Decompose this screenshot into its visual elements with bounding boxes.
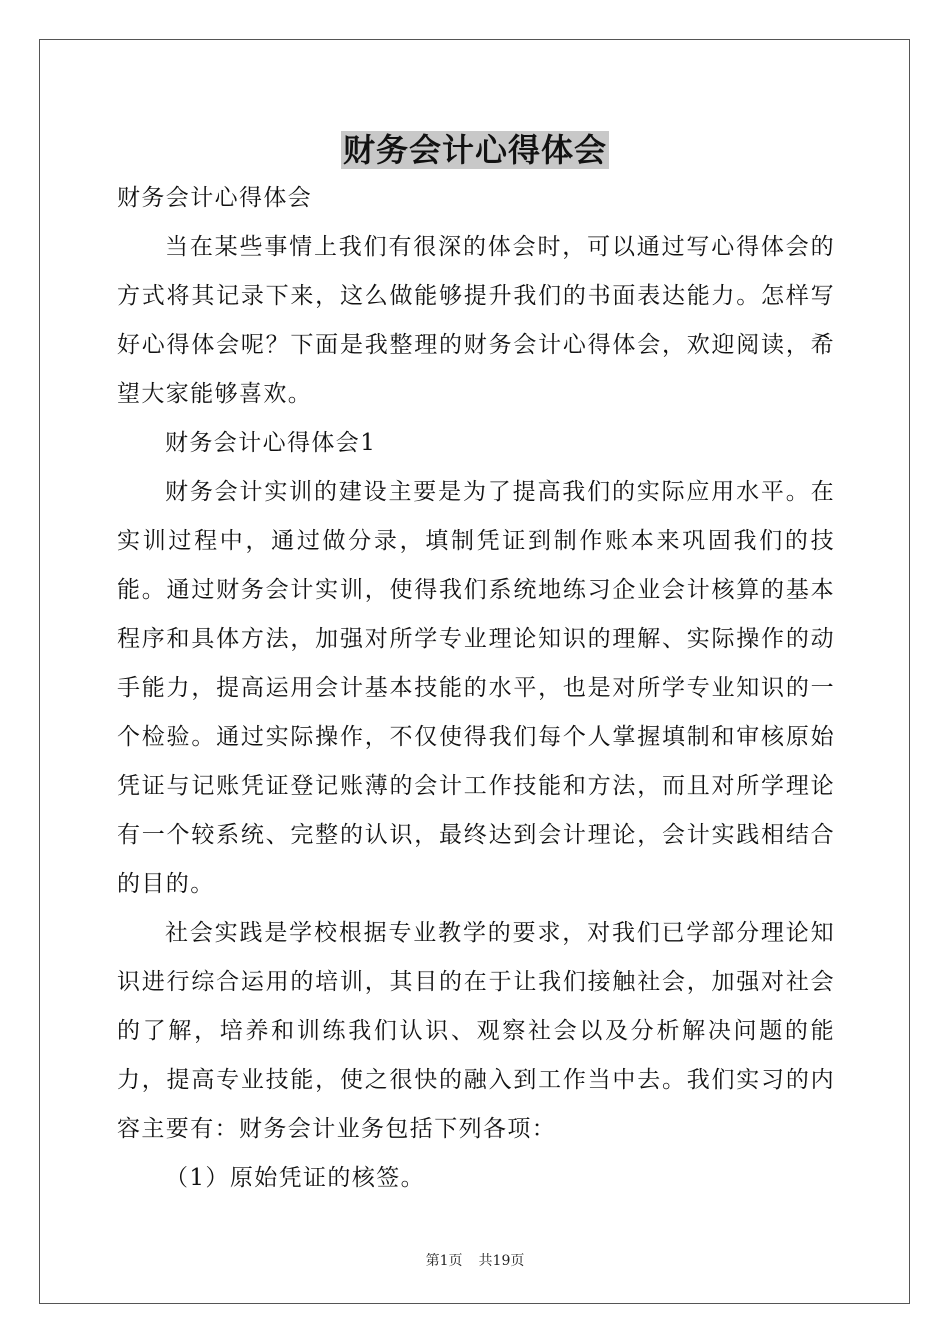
page-footer — [0, 1250, 950, 1270]
page-total: 共19页 — [478, 1253, 525, 1269]
document-title-text: 财务会计心得体会 — [342, 131, 607, 169]
document-title — [0, 126, 950, 174]
body-paragraph: 社会实践是学校根据专业教学的要求，对我们已学部分理论知识进行综合运用的培训，其目的在于让我们接触社会，加强对社会的了解，培养和训练我们认识、观察社会以及分析解决问题的能力，提高专业技能，使之很快的融入到工作当中去。我们实习的内容主要有：财务会计业务包括下列各项： — [117, 920, 835, 1142]
document-subtitle: 财务会计心得体会 — [117, 185, 313, 211]
section-heading: 财务会计心得体会1 — [165, 430, 377, 456]
document-body — [117, 174, 835, 1203]
body-paragraph: 财务会计实训的建设主要是为了提高我们的实际应用水平。在实训过程中，通过做分录，填制凭证到制作账本来巩固我们的技能。通过财务会计实训，使得我们系统地练习企业会计核算的基本程序和具体方法，加强对所学专业理论知识的理解、实际操作的动手能力，提高运用会计基本技能的水平，也是对所学专业知识的一个检验。通过实际操作，不仅使得我们每个人掌握填制和审核原始凭证与记账凭证登记账薄的会计工作技能和方法，而且对所学理论有一个较系统、完整的认识，最终达到会计理论，会计实践相结合的目的。 — [117, 479, 835, 897]
intro-paragraph: 当在某些事情上我们有很深的体会时，可以通过写心得体会的方式将其记录下来，这么做能够提升我们的书面表达能力。怎样写好心得体会呢？下面是我整理的财务会计心得体会，欢迎阅读，希望大家能够喜欢。 — [117, 234, 835, 407]
list-item: （1）原始凭证的核签。 — [165, 1165, 426, 1191]
page-number: 第1页 — [425, 1253, 463, 1269]
